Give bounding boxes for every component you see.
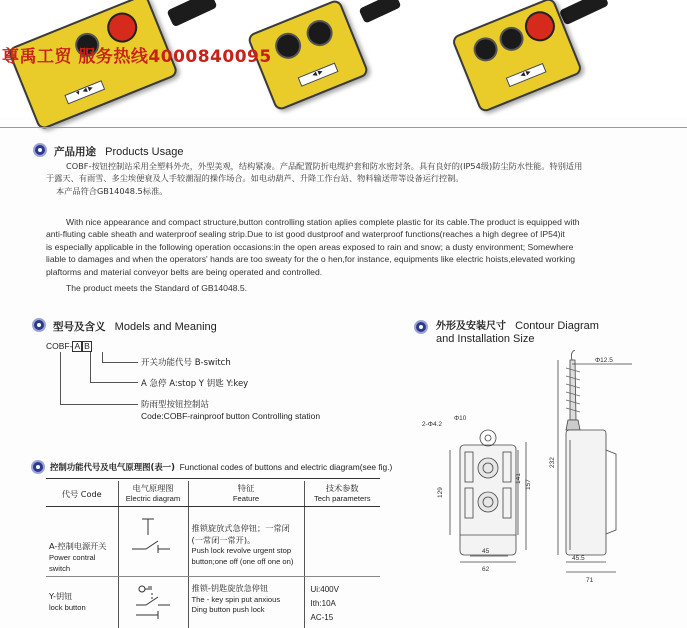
row1-code-en2: switch [49,564,71,573]
push-button-icon [303,16,337,50]
dim-157: 157 [525,479,532,490]
watermark: 尊禹工贸 服务热线4000840095 [2,47,272,67]
row1-code-en1: Power contral [49,553,96,562]
connector-line [102,352,103,362]
dim-129: 129 [437,487,444,498]
header-feature [188,481,304,507]
row2-feat-en1: The - key spin put anxious [191,594,281,604]
dim-232: 232 [549,457,556,468]
connector-line [60,404,138,405]
cobf-description-cn: 防雨型按钮控制站 [141,400,210,410]
functional-heading [50,461,392,473]
dim-141: 141 [515,473,522,484]
usage-heading [54,144,183,159]
contour-heading [436,320,599,345]
contour-title-cn: 外形及安装尺寸 [436,321,506,332]
table-header-row [46,481,380,507]
dim-71: 71 [586,577,594,584]
functional-title-en: Functional codes of buttons and electric diagram(see fig.) [179,462,393,472]
usage-en-line: With nice appearance and compact structure,button controlling station aplies complete plastic for its cable.The product is equipped with [66,217,580,227]
dim-d10: Φ10 [454,415,467,422]
row2-tech1: Ui:400V [310,585,339,594]
models-title-cn: 型号及含义 [53,321,106,333]
section-bullet-icon [31,460,45,474]
section-bullet-icon [33,143,47,157]
row1-feat-cn2: (一常闭一常开)。 [191,534,256,545]
row2-tech3: AC-15 [310,613,334,622]
push-button-icon [496,23,527,54]
usage-en-line: anti-fluting cable sheath and waterproof sealing strip.Due to ist good dustproof and waterproof functions(reaches a high degree of IP54)it [46,229,565,240]
label-plate: ◀ ▶ [506,63,547,87]
functional-table [46,481,380,628]
section-bullet-icon [32,318,46,332]
connector-line [90,352,91,382]
contour-title-en1: Contour Diagram [515,320,599,332]
cobf-description-en: Code:COBF-rainproof button Controlling station [141,411,321,421]
row2-tech2: Ith:10A [310,599,336,608]
dim-hole: 2-Φ4.2 [422,421,443,428]
usage-title-cn: 产品用途 [54,146,96,158]
section-bullet-icon [414,320,428,334]
key-switch-diagram-icon [122,579,184,627]
usage-title-en: Products Usage [105,146,184,158]
usage-en-line: is especially applicable in the following operation occasions:in the open areas exposed to rain and snow; a dusty environment; Somewhere [46,241,574,252]
header-tech-cn: 技术参数 [325,483,359,493]
row2-code-cn: Y-钥钮 [49,591,73,601]
models-title-en: Models and Meaning [114,321,217,333]
label-plate: ▼ ◀ ▶ [64,80,105,104]
emergency-stop-icon [520,7,559,46]
table-row [46,507,380,577]
label-plate: ◀ ▶ [298,63,339,87]
table-top-rule [46,478,380,479]
a-description: A 急停 A:stop Y 钥匙 Y:key [141,379,249,389]
row2-diagram [118,577,188,628]
usage-en-line: plaftorms and material conveyor belts are being operated and controlled. [46,266,323,277]
header-code: 代号 Code [46,481,118,507]
row2-tech [304,577,380,628]
row1-feat-cn1: 推锁旋放式急停钮；一常闭 [191,523,290,533]
header-tech-en: Tech parameters [313,494,371,503]
row2-feat-en2: Ding button push lock [191,605,265,614]
dim-45-5: 45.5 [572,555,585,562]
b-description: 开关功能代号 B-switch [141,358,231,368]
row2-code-en: lock button [49,603,86,612]
row1-code [46,507,118,577]
push-button-icon [470,34,501,65]
usage-standard: The product meets the Standard of GB14048.5. [66,283,248,294]
connector-line [102,362,138,363]
row2-feat-cn: 推锁-钥匙旋放急停钮 [191,583,269,593]
dim-62: 62 [482,566,490,573]
header-diagram-cn: 电气原理图 [132,483,174,493]
cable-image [166,0,217,27]
header-feature-cn: 特征 [237,483,255,493]
table-row [46,577,380,628]
model-code [46,341,92,352]
row1-feat-en2: button;one off (one off one on) [191,556,294,566]
cable-image [559,0,609,25]
usage-cn-text [46,160,676,197]
usage-en-line: liable to damages and when the operators' hands are too sweaty for the o hen,for instance, equipments like electric hoists,elevated working [46,254,576,265]
header-tech [304,481,380,507]
row1-feat-en1: Push lock revolve urgent stop [191,546,292,555]
models-heading [53,319,217,334]
connector-line [90,382,138,383]
contour-diagram [420,350,685,628]
row2-code [46,577,118,628]
usage-cn-line: 于露天、有雨雪、多尘埃便衰及人手较潮湿的操作场合。如电动葫芦、升降工作台站、物料输送带等设备运行控制。 [46,173,464,184]
push-button-icon [271,29,305,63]
row1-tech [304,507,380,577]
switch-diagram-icon [122,509,184,571]
header-feature-en: Feature [232,494,260,503]
code-prefix: COBF- [46,341,73,351]
cable-image [358,0,401,24]
dim-45: 45 [482,548,490,555]
row1-feature [188,507,304,577]
contour-title-en2: and Installation Size [436,333,535,345]
code-a: A [74,341,81,351]
row1-diagram [118,507,188,577]
row2-feature [188,577,304,628]
header-diagram [118,481,188,507]
connector-line [60,352,61,404]
code-b: B [84,341,90,351]
usage-cn-line: 本产品符合GB14048.5标准。 [56,185,168,196]
row1-code-cn: A-控制电源开关 [49,541,107,551]
header-diagram-en: Electric diagram [125,494,181,503]
functional-title-cn: 控制功能代号及电气原理图(表一) [50,462,175,472]
divider [0,127,687,128]
usage-en-text [46,216,682,294]
usage-cn-line: COBF-按钮控制站采用全塑料外壳，外型美观，结构紧凑。产品配置防折电缆护套和防水密封条。具有良好的(IP54级)防尘防水性能。特别适用 [66,161,583,171]
dim-cable-dia: Φ12.5 [595,357,613,364]
